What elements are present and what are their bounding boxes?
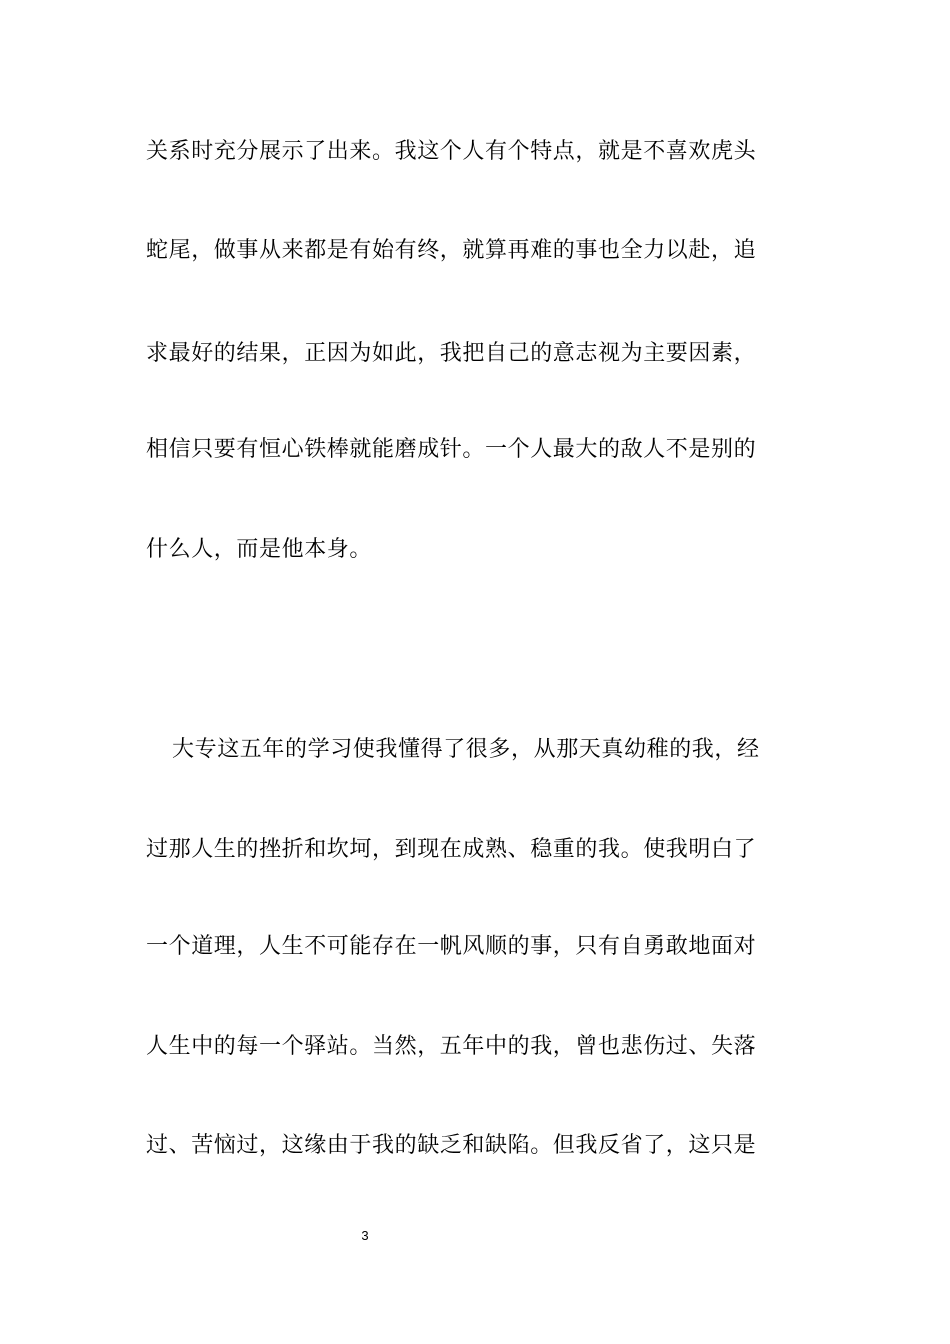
paragraph-2-line-1: 大专这五年的学习使我懂得了很多，从那天真幼稚的我，经 (172, 737, 760, 762)
paragraph-1-line-4: 相信只要有恒心铁棒就能磨成针。一个人最大的敌人不是别的 (146, 437, 757, 462)
paragraph-1-line-5: 什么人，而是他本身。 (146, 537, 373, 562)
page-number: 3 (361, 1228, 369, 1243)
paragraph-2-line-5: 过、苦恼过，这缘由于我的缺乏和缺陷。但我反省了，这只是 (146, 1133, 757, 1158)
paragraph-1-line-2: 蛇尾，做事从来都是有始有终，就算再难的事也全力以赴，追 (146, 238, 757, 263)
paragraph-1-line-1: 关系时充分展示了出来。我这个人有个特点，就是不喜欢虎头 (146, 139, 757, 164)
paragraph-2-line-4: 人生中的每一个驿站。当然，五年中的我，曾也悲伤过、失落 (146, 1034, 757, 1059)
paragraph-2-line-3: 一个道理，人生不可能存在一帆风顺的事，只有自勇敢地面对 (146, 934, 757, 959)
paragraph-1-line-3: 求最好的结果，正因为如此，我把自己的意志视为主要因素， (146, 341, 757, 366)
paragraph-2-line-2: 过那人生的挫折和坎坷，到现在成熟、稳重的我。使我明白了 (146, 837, 757, 862)
